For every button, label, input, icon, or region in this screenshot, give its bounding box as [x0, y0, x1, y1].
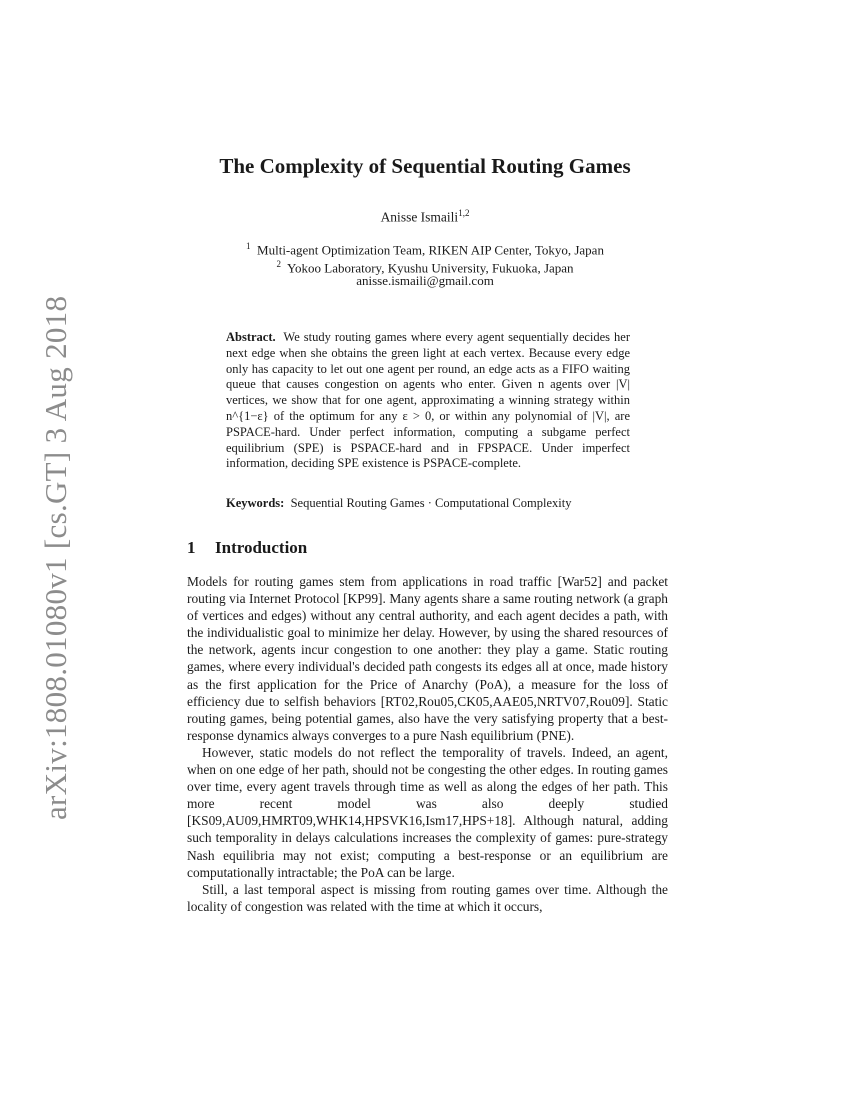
author-marks: 1,2 [458, 208, 470, 218]
paper-title: The Complexity of Sequential Routing Games [219, 154, 631, 178]
author-line [0, 208, 850, 226]
keywords-text: Sequential Routing Games · Computational Complexity [290, 496, 572, 510]
abstract-text: We study routing games where every agent sequentially decides her next edge when she obtains the green light at each vertex. Because every edge only has capacity to let out one agent per round, an edge acts as a FIFO waiting queue that causes congestion on agents who enter. Given n agents over |V| vertices, we show that for one agent, approximating a winning strategy within n^{1−ε} of the optimum for any ε > 0, or within any polynomial of |V|, are PSPACE-hard. Under perfect information, computing a subgame perfect equilibrium (SPE) is PSPACE-hard and in FPSPACE. Under imperfect information, deciding SPE existence is PSPACE-complete. [226, 330, 630, 471]
section-number: 1 [187, 538, 196, 557]
introduction-body [187, 573, 668, 915]
abstract [226, 330, 630, 472]
section-title: Introduction [215, 538, 308, 557]
affiliation-mark: 1 [246, 241, 251, 251]
author-name: Anisse Ismaili [380, 209, 459, 225]
paragraph: Models for routing games stem from applications in road traffic [War52] and packet routing via Internet Protocol [KP99]. Many agents share a same routing network (a graph of vertices and edges) without any central authority, and each agent decides a path, with the individualistic goal to minimize her delay. However, by using the shared resources of the network, agents incur congestion to one another: they play a game. Static routing games, where every individual's decided path congests its edges all at once, made history as the first application for the Price of Anarchy (PoA), a measure for the loss of efficiency due to selfish behaviors [RT02,Rou05,CK05,AAE05,NRTV07,Rou09]. Static routing games, being potential games, also have the very satisfying property that a best-response dynamics always converges to a pure Nash equilibrium (PNE). [187, 574, 668, 743]
author-email: anisse.ismaili@gmail.com [356, 273, 494, 288]
keywords-label: Keywords: [226, 496, 285, 510]
paragraph: However, static models do not reflect the temporality of travels. Indeed, an agent, when on one edge of her path, should not be congesting the other edges. In routing games over time, every agent travels through time as well as along the edges of her path. This more recent model was also deeply studied [KS09,AU09,HMRT09,WHK14,HPSVK16,Ism17,HPS+18]. Although natural, adding such temporality in delays calculations increases the complexity of games: pure-strategy Nash equilibria may not exist; computing a best-response or an equilibrium are computationally intractable; the PoA can be large. [187, 744, 668, 880]
affiliation-text: Multi-agent Optimization Team, RIKEN AIP Center, Tokyo, Japan [257, 242, 604, 258]
section-heading [187, 538, 307, 558]
paragraph: Still, a last temporal aspect is missing from routing games over time. Although the locality of congestion was related with the time at which it occurs, [187, 881, 668, 914]
affiliation-text: Yokoo Laboratory, Kyushu University, Fukuoka, Japan [286, 260, 574, 276]
keywords [226, 496, 630, 511]
arxiv-identifier: arXiv:1808.01080v1 [cs.GT] 3 Aug 2018 [38, 295, 73, 820]
abstract-label: Abstract. [226, 330, 276, 344]
affiliation-mark: 2 [276, 259, 281, 269]
